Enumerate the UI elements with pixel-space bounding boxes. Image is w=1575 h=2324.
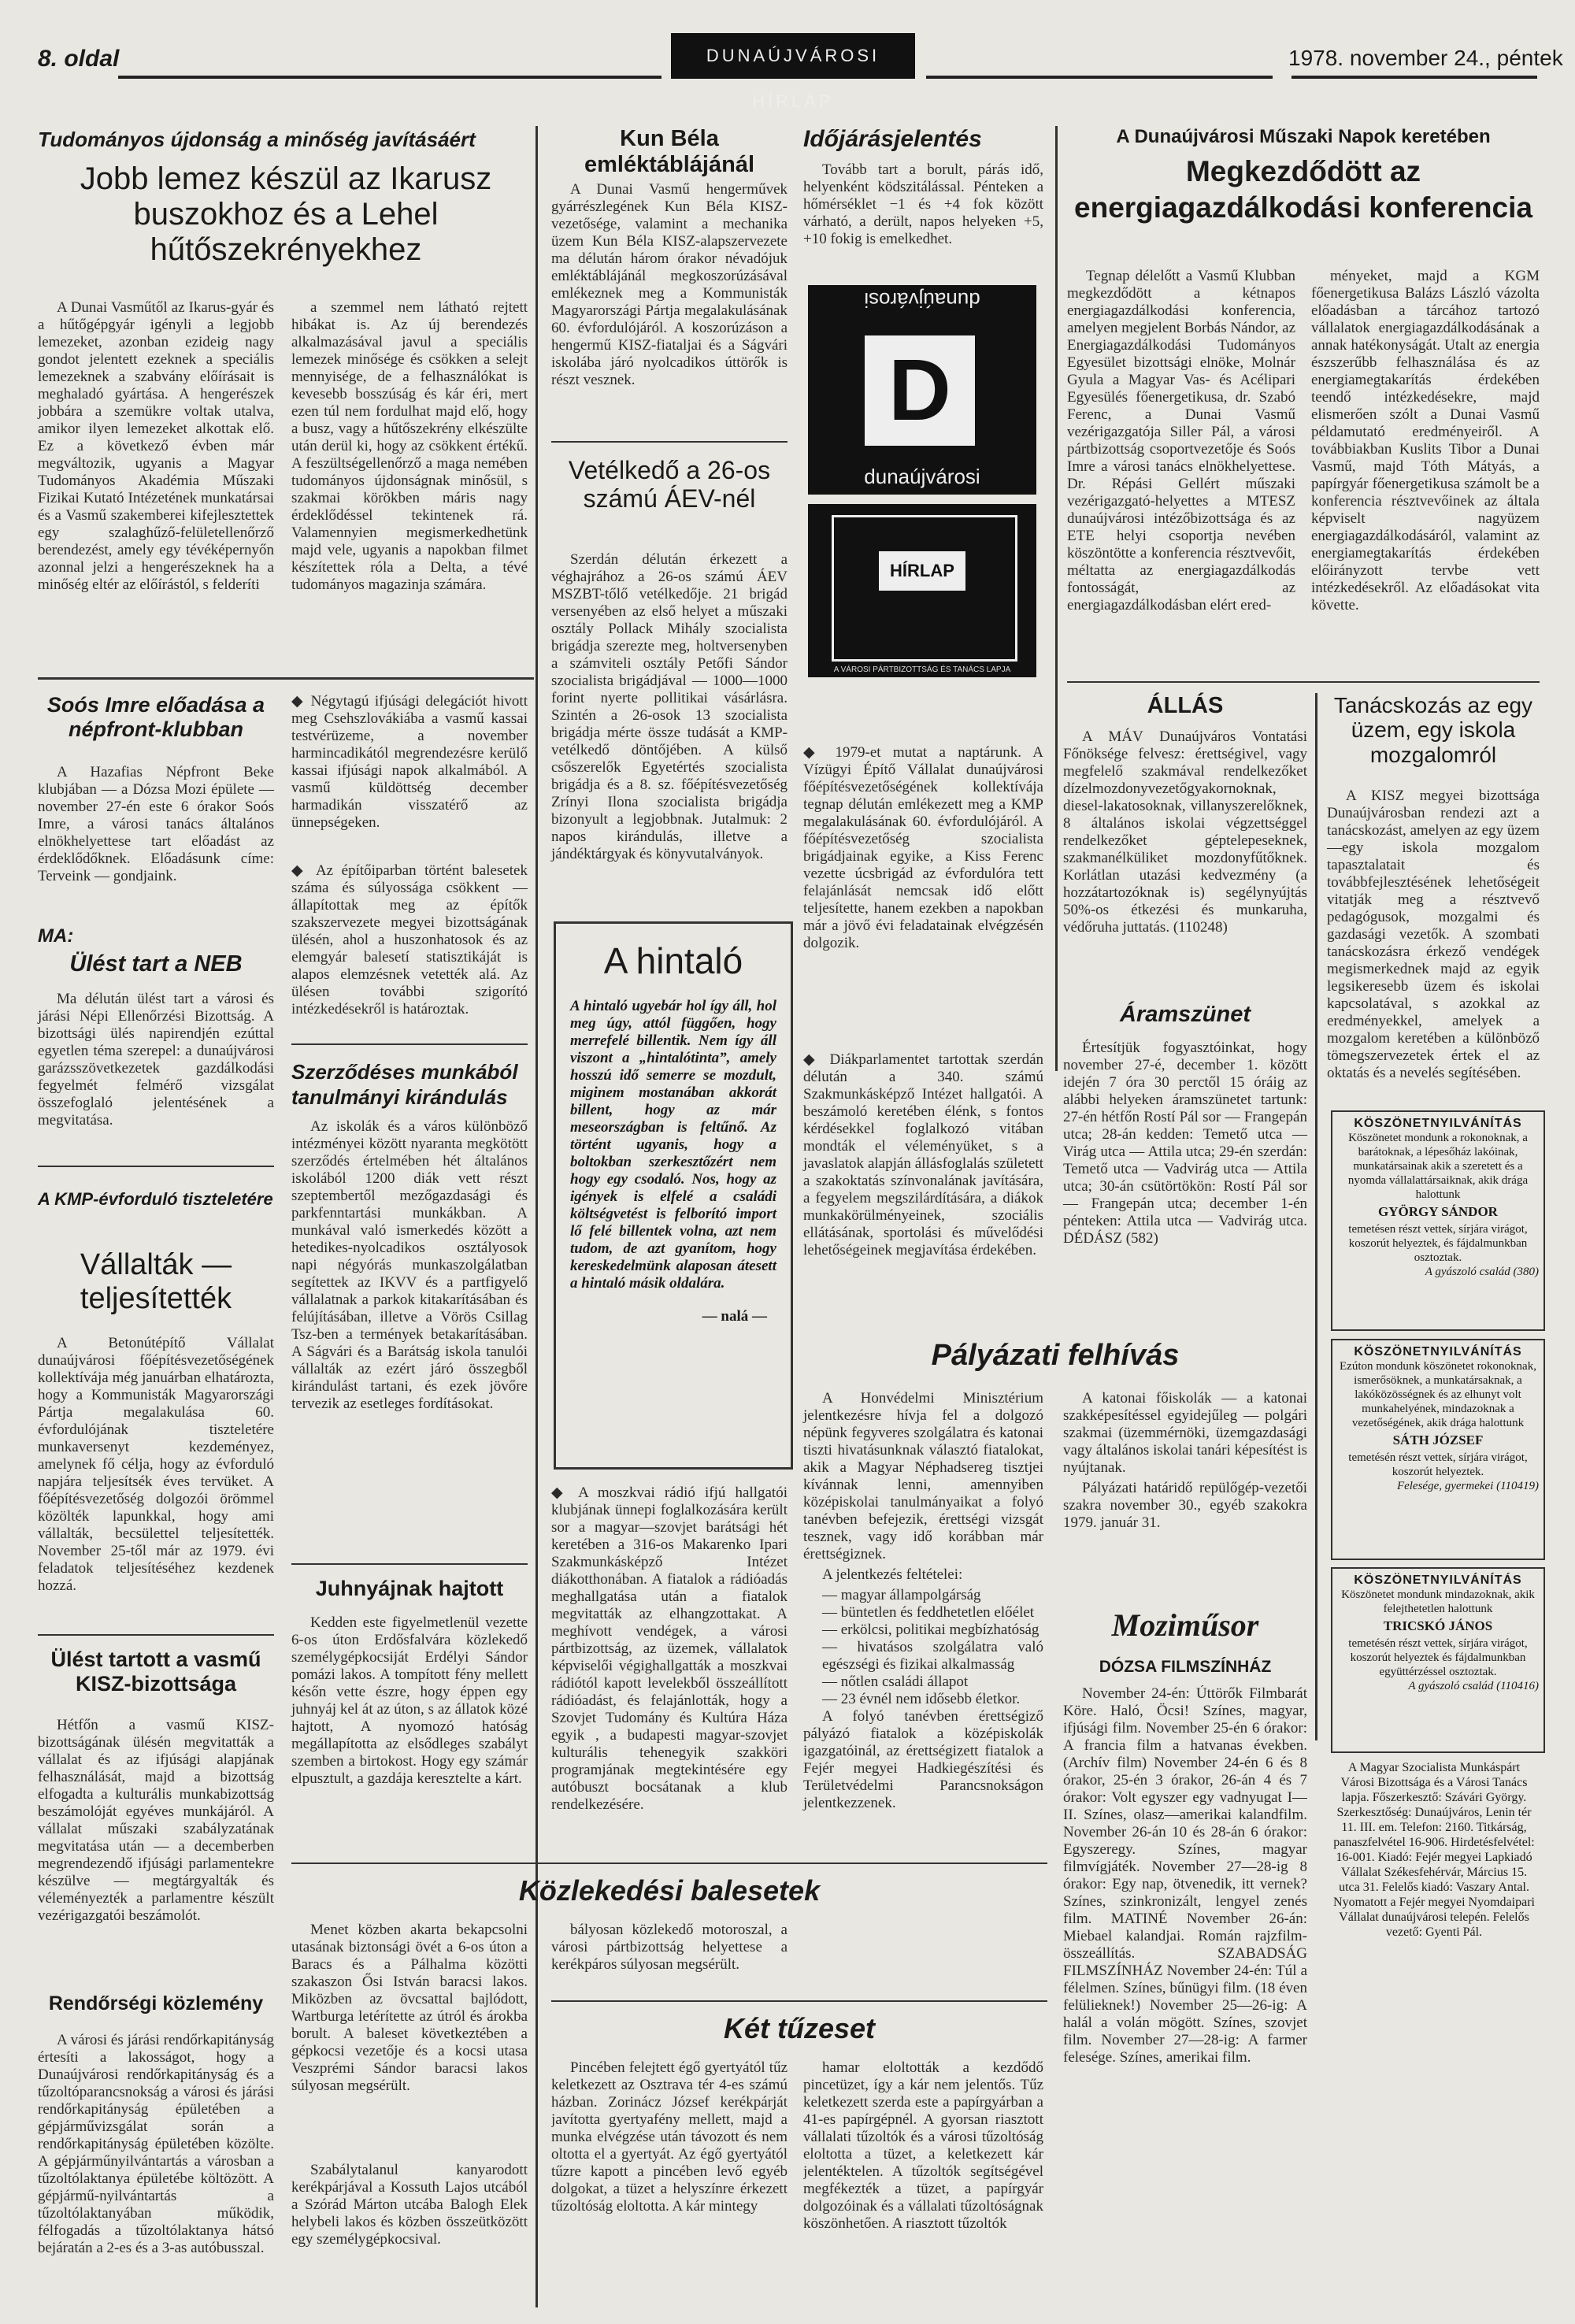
tanacs-body <box>1327 788 1540 1085</box>
section-rule <box>551 441 788 443</box>
article-text: Értesítjük fogyasztóinkat, hogy november 27-é, december 1. között idején 7 óra 30 perctől 15 óráig az alábbi helyeken áramszünetet tartunk: 27-én hétfőn Rostí Pál sor — Frangepán utca; 28-án kedden: Temető utca — Virág utca — Attila utca; 29-én szerdán: Temető utca — Vadvirág utca — Attila utca; 30-án csütörtökön: Rostí Pál sor — Frangepán utca; december 1-én pénteken: Attila utca — Vadvirág utca. DÉDÁSZ (582) <box>1063 1040 1307 1247</box>
header-rule-left <box>118 76 662 79</box>
ma-label: MA: <box>38 925 74 947</box>
article-text: Tovább tart a borult, párás idő, helyenként ködszitálással. Pénteken a hőmérséklet −1 és +4 fok között várható, a derült, napos helyeken +5, +10 fokig is emelkedhet. <box>803 161 1043 247</box>
hintalo-title: A hintaló <box>603 940 743 981</box>
list-item: — hivatásos szolgálatra való egészségi és fizikai alkalmasság <box>822 1639 1044 1673</box>
list-item: — nőtlen családi állapot <box>822 1674 969 1690</box>
notice-heading: KÖSZÖNETNYILVÁNÍTÁS <box>1354 1117 1522 1130</box>
kunbela-body <box>551 181 788 392</box>
section-rule <box>38 1166 274 1167</box>
article-text: A folyó tanévben érettségiző pályázó fiatalok a középiskolák igazgatóinál, az érettségizett fiatalok a Fejér megyei Hadkiegészítési és Területvédelmi Parancsnokságon jelentkezzenek. <box>803 1708 1043 1811</box>
negytagu-item <box>291 693 528 835</box>
neb-title: Ülést tart a NEB <box>69 951 243 977</box>
notice-2 <box>1331 1339 1545 1560</box>
kmp-title: Vállalták — teljesítették <box>80 1248 232 1315</box>
page-number: 8. oldal <box>38 46 120 72</box>
logo-hirlap-word: HÍRLAP <box>879 551 965 591</box>
bullet-icon: ◆ <box>551 1484 579 1501</box>
bullet-icon: ◆ <box>291 693 311 710</box>
notice-1 <box>1331 1110 1545 1331</box>
article-text: November 24-én: Úttörők Filmbarát Köre. Haló, Öcsi! Színes, magyar, ifjúsági film. November 25-én 6 órakor: A francia film a hatvanas években. (Archív film) November 24-én 6 és 8 órakor, 25-én 3 órakor, 26-án 4 és 7 órakor: Volt egyszer egy vadnyugat I—II. Színes, olasz—amerikai kalandfilm. November 26-án 10 és 28-án 6 órakor: Egyszeregy. Színes, magyar filmvígjáték. November 27—28-ig 8 órakor: Egy nap, ötvenedik, itt vernek? Színes, szinkronizált, lengyel zenés film. MATINÉ November 26-án: Miebael kalandjai. Román rajzfilm-összeállítás. SZABADSÁG FILMSZÍNHÁZ November 24-én: Túl a félelmen. Színes, bűnügyi film. (18 éven felülieknek!) November 25—26-ig: A halál a volán mögött. Színes, szovjet film. November 27—28-ig: A farmer felesége. Színes, amerikai film. <box>1063 1685 1307 2066</box>
conference-body-b <box>1311 268 1540 617</box>
article-headline: Jobb lemez készül az Ikarusz buszokhoz és a Lehel hűtőszekrényekhez <box>80 161 492 267</box>
article-text: Az iskolák és a város különböző intézményei között nyaranta megkötött szerződés értelmében hét általános iskolából 1200 diák vett részt szeptembertől mezőgazdasági és parkfenntartási munkákban. A munkával való ismerkedés között a hetedikes-nyolcadikos osztályosok napi négyórás munkaszolgálatban segítettek az IKVV és a partfigyelő vállalatnak a parkok kitakarításában és felújításában, illetve a Vörös Csillag Tsz-ben a termények betakarításában. A Ságvári és a Barátság iskola tanulói vállalták az ezért járó összegből kirándulást tartani, és ezek jövőre tervezik az esetleges fordításokat. <box>291 1118 528 1412</box>
juh-title: Juhnyájnak hajtott <box>315 1577 504 1600</box>
bullet-icon: ◆ <box>291 862 316 879</box>
list-item: — 23 évnél nem idősebb életkor. <box>822 1691 1021 1707</box>
notice-heading: KÖSZÖNETNYILVÁNÍTÁS <box>1354 1573 1522 1587</box>
list-item: — erkölcsi, politikai megbízhatóság <box>822 1622 1040 1638</box>
tuzeset-body-b <box>803 2059 1043 2304</box>
weather-title: Időjárásjelentés <box>803 126 982 152</box>
notice-name: GYÖRGY SÁNDOR <box>1378 1204 1498 1219</box>
article-text: Ma délután ülést tart a városi és járási Népi Ellenőrzési Bizottság. A bizottsági ülés napirendjén ezúttal egyetlen téma szerepel: a dunaújvárosi garázsszövetkezetek gazdálkodási fegyelmét felmérő vizsgálat összefoglaló jelentésének a megvitatása. <box>38 991 274 1129</box>
rendor-title: Rendőrségi közlemény <box>48 1992 264 2015</box>
mozi-title: Moziműsor <box>1111 1607 1259 1643</box>
notice-signature: A gyászoló család (380) <box>1425 1266 1539 1278</box>
moszkvai-item <box>551 1484 788 1817</box>
article-text: A katonai főiskolák — a katonai szakképesítéssel egyidejűleg — polgári szakmai (üzemmérnöki, üzemgazdasági vagy általános iskolai tanári képesítést is nyújtanak. <box>1063 1390 1307 1476</box>
article-text: Négytagú ifjúsági delegációt hivott meg Csehszlovákiába a vasmű kassai testvérüzeme, a november harmincadikától megrendezésre kerülő kassai ifjúsági napok alkalmából. A vasmű küldöttség december harmadikán visszatérő az ünnepségeken. <box>291 693 528 831</box>
article-text: Szabálytalanul kanyarodott kerékpárjával a Kossuth Lajos utcából a Szórád Márton utcába Balogh Elek helybeli lakos és közben összeütközött egy személygépkocsival. <box>291 2162 528 2248</box>
column-rule-4 <box>1315 693 1317 1740</box>
article-text: A jelentkezés feltételei: <box>822 1566 963 1583</box>
mozi-cinema: DÓZSA FILMSZÍNHÁZ <box>1099 1658 1272 1676</box>
article-text: hamar eloltották a kezdődő pincetüzet, így a kár nem jelentős. Tűz keletkezett szerda este a papírgyárban a 41-es papírgépnél. A gyorsan riasztott vállalati tűzoltók és a városi tűzoltóság eloltotta a tüzet, a keletkezett kár jelentéktelen. A tűzoltók segítségével megfékezték a tüzet, a papírgyár dolgozóinak és a vállalati tűzoltóságnak köszönhetően. A riasztott tűzoltók <box>803 2059 1043 2232</box>
rendor-body <box>38 2032 274 2304</box>
kmp-kicker: A KMP-évforduló tiszteletére <box>38 1189 273 1209</box>
epitoipar-item <box>291 862 528 1021</box>
notice-text: temetésen részt vettek, sírjára virágot, koszorút helyeztek, és fájdalmunkban osztoztak. <box>1348 1223 1528 1264</box>
notice-text: temetésén részt vettek, sírjára virágot, koszorút helyeztek és fájdalmunkban együttérzéssel osztoztak. <box>1348 1637 1528 1678</box>
juh-body <box>291 1614 528 1791</box>
article-body-col-b <box>291 299 528 597</box>
article-kicker: Tudományos újdonság a minőség javításáért <box>38 128 476 151</box>
article-text: Diákparlamentet tartottak szerdán délután a 340. számú Szakmunkásképző Intézet hallgatói. A beszámoló keretében élénk, s fontos kérdésekkel foglalkozó vitában mondták el véleményüket, s a javaslatok alapján állásfoglalás született a szakoktatás színvonalának javítására, a fegyelem megszilárdítására, a diákok munkakörülményeinek, szociális ellátásának, sportolási és művelődési lehetőségeinek megjavítása érdekében. <box>803 1051 1043 1258</box>
vetelkedo-title: Vetélkedő a 26-os számú ÁEV-nél <box>568 456 771 513</box>
kozl-body-mid <box>551 1922 788 1977</box>
allas-body <box>1063 728 1307 940</box>
bullet-icon: ◆ <box>803 744 836 761</box>
kozl-body-b <box>291 2162 528 2252</box>
allas-title: ÁLLÁS <box>1147 693 1224 718</box>
impressum: A Magyar Szocialista Munkáspárt Városi Bizottsága és a Városi Tanács lapja. Főszerkesztő: Szávári György. Szerkesztőség: Dunaújváros, Lenin tér 11. III. em. Telefon: 2160. Titkárság, panaszfelvétel 16-906. Hirdetésfelvétel: 16-001. Kiadó: Fejér megyei Lapkiadó Vállalat Székesfehérvár, Március 15. utca 31. Felelős kiadó: Vaszary Antal. Nyomatott a Fejér megyei Nyomdaipari Vállalat dunaújvárosi telepén. Felelős vezető: Gyenti Pál. <box>1333 1761 1535 1939</box>
article-text: A Honvédelmi Minisztérium jelentkezésre hívja fel a dolgozó népünk fegyveres szolgálatra és katonai tiszti hivatásunknak választó fiatalokat, akik a Magyar Néphadsereg tisztjei kívánnak lenni, amennyiben középiskolai tanulmányaikat a folyó tanévben befejezik, érettségi vizsgát tesznek, vagy idő korábban már érettségiznek. <box>803 1390 1043 1562</box>
szerz-title: Szerződéses munkából tanulmányi kirándulás <box>291 1060 518 1109</box>
section-rule <box>38 1634 274 1636</box>
newspaper-logo-d <box>808 285 1036 495</box>
article-text: A Dunai Vasműtől az Ikarus-gyár és a hűtőgépgyár igényli a legjobb lemezeket, azonban ezideig nagy gondot jelentett ezeknek a speciális lemezeknek a szabvány előírásait is meghaladó gyártása. A hengerészek jobbára a szemükre voltak utalva, amikor ilyen lemezeket alkottak elő. Ez a következő évben már megváltozik, ugyanis a Magyar Tudományos Akadémia Műszaki Fizikai Kutató Intézetének munkatársai és a Vasmű szakemberei kifejlesztettek egy szalaghűző-felületellenőrző berendezést, amely egy tévéképernyőn azonnal jelzi a hengerészeknek ha a minőség eltér az előírástól, s felderíti <box>38 299 274 593</box>
neb-body <box>38 991 274 1132</box>
notice-signature: A gyászoló család (110416) <box>1408 1680 1539 1692</box>
kozl-body-a <box>291 1922 528 2098</box>
article-text: Kedden este figyelmetlenül vezette 6-os úton Erdősfalvára közlekedő személygépkocsiját Erdélyi Sándor pomázi lakos. A tompított fény mellett későn vette észre, hogy éppen egy juhnyáj kel át az úton, s az állatok közé hajtott, A nyomozó hatóság megállapította az elsődleges szabályt szemben a birtokost. Hogy egy számár elpusztult, a gazdája keresztelte a kárt. <box>291 1614 528 1787</box>
vetelkedo-body <box>551 551 788 866</box>
section-rule <box>291 1863 1047 1864</box>
logo-letter: D <box>865 335 975 446</box>
article-text: Szerdán délután érkezett a véghajrához a 26-os számú ÁEV MSZBT-tőlő vetélkedője. 21 brigád versenyében az első helyet a műszaki osztály Pollack Mihály szocialista brigádja szerezte meg, holtversenyben a számviteli osztály Petőfi Sándor szocialista brigádjával — 1000—1000 forint nyerte pollitikai vásárlásra. Szintén a 26-osok 13 szocialista brigádja mérte össze tudását a KMP-vetélkedő döntőjében. A külső csőszerelők Egyetértés szocialista brigádja és a 8. sz. főépítésvezetőség Zrínyi Ilona szocialista brigádja bizonyult a legjobbnak. Jutalmuk: 2 napos kirándulás, illetve a jándéktárgyak és könyvutalványok. <box>551 551 788 862</box>
section-rule <box>1067 681 1540 683</box>
hintalo-box <box>554 921 793 1470</box>
article-text: Menet közben akarta bekapcsolni utasának biztonsági övét a 6-os úton a Baracs és a Pálhalma közötti szakaszon Ősi István baracsi lakos. Miközben az övcsattal bajlódott, Wartburga letérítette az útról és árokba borult. A baleset következtében a gépkocsi vezetője és a kocsi utasa Veszprémi Sándor baracsi lakos súlyosan megsérült. <box>291 1922 528 2094</box>
soos-title: Soós Imre előadása a népfront-klubban <box>46 693 265 741</box>
article-text: a szemmel nem látható rejtett hibákat is. Az új berendezés alkalmazásával javul a speciális lemezek minősége és csökken a selejt mennyisége, de a felhasználókat is kevesebb bosszúság és kár éri, mert ezen túl nem fordulhat majd elő, hogy a busz, vagy a hűtőszekrény elkészülte után derül ki, hogy az csökkent értékű. A feszültségellenőrző a maga nemében tudományos újdonságnak minősül, s szakmai körökben máris nagy érdeklődéssel tekintenek rá. Valamennyien megismerkedhetünk majd vele, ugyanis a napokban filmet készítettek róla a Delta, a tévé tudományos magazinja számára. <box>291 299 528 593</box>
napta-item <box>803 744 1043 955</box>
article-text: A városi és járási rendőrkapitányság értesíti a lakosságot, hogy a Dunaújvárosi rendőrkapitányság és a tűzoltóparancsnokság a városi és járási rendőrkapitányság épületében a gépjárművizsgálat során a rendőrkapitányság épületében közölte. A gépjárműnyilvántartás a városban a tűzoltólaktanya épületébe költözött. A gépjármű-nyilvántartás a tűzoltólaktanyában működik, félfogadás a tűzoltólaktanya hátsó bejáratán a 2-es és a 3-as autóbusszal. <box>38 2032 274 2256</box>
logo-wordmark-top: dunaújvárosi <box>864 288 980 312</box>
article-text: A Hazafias Népfront Beke klubjában — a Dózsa Mozi épülete — november 27-én este 6 órakor Soós Imre, a városi tanács általános elnökhelyettese tart előadást az érdeklődőknek. Előadásunk címe: Terveink — gondjaink. <box>38 764 274 884</box>
issue-date: 1978. november 24., péntek <box>1288 46 1563 70</box>
hintalo-signature: — nalá — <box>702 1308 767 1325</box>
weather-body <box>803 161 1043 251</box>
kisz-title: Ülést tartott a vasmű KISZ-bizottsága <box>50 1648 261 1696</box>
tuzeset-title: Két tűzeset <box>723 2012 876 2044</box>
mozi-body <box>1063 1685 1307 2307</box>
tanacs-title: Tanácskozás az egy üzem, egy iskola mozgalomról <box>1333 693 1533 767</box>
diak-item <box>803 1051 1043 1262</box>
masthead: DUNAÚJVÁROSI HÍRLAP <box>671 33 915 79</box>
hintalo-body: A hintaló ugyebár hol így áll, hol meg úgy, attól függően, hogy merrefelé billentik. Nem így áll viszont a „hintalótinta”, amely hosszú idő semerre se mozdult, miginem mostanában akkorát billent, hogy az már meseországban is feltűnő. Az történt ugyanis, hogy a boltokban szerkesztőzért nem hogy egy csodaló. Nos, hogy az igények is elfelé a családi költségvetést is felborító import lő felé billentek volna, azt nem tudom, de azt gyanítom, hogy kereskedelmünk alaposan átesett a hintaló másik oldalára. <box>570 998 776 1292</box>
article-body-col-a <box>38 299 274 597</box>
logo-wordmark-bottom: dunaújvárosi <box>864 465 980 488</box>
section-rule <box>38 677 534 680</box>
article-text: Tegnap délelőtt a Vasmű Klubban megkezdődött a kétnapos energiagazdálkodási konferencia, amelyen megjelent Borbás Nándor, az Energiagazdálkodási Tudományos Egyesület bizottsági elnöke, Molnár Gyula a Magyar Vas- és Acélipari Egyesülés főenergetikusa, dr. Szabó Ferenc, a Dunai Vasmű vezérigazgatója Siller Pál, a városi pártbizottság csoportvezetője és Soós Imre a városi tanács elnökhelyettese. Dr. Répási Gellért műszaki vezérigazgató-helyettes a MTESZ dunaújvárosi intézőbizottsága és az ETE helyi csoportja nevében köszöntötte a konferencia résztvevőit, méltatta az energiagazdálkodás fontosságát, az energiagazdálkodásban elért ered- <box>1067 268 1295 613</box>
conditions-list <box>803 1587 1043 1708</box>
notice-signature: Felesége, gyermekei (110419) <box>1396 1480 1539 1492</box>
conference-body-a <box>1067 268 1295 617</box>
newspaper-logo-hirlap <box>808 504 1036 677</box>
article-text: bályosan közlekedő motoroszal, a városi pártbizottság helyettese a kerékpáros súlyosan megsérült. <box>551 1922 788 1973</box>
article-text: A moszkvai rádió ifjú hallgatói klubjának ünnepi foglalkozására került sor a magyar—szovjet barátsági hét keretében a 316-os Makarenko Ipari Szakmunkásképző Intézet diákotthonában. A fiatalok a rádióadás meghallgatása után a fiatalok megvitatták az elhangzottakat. A meghívott vendégek, a városi pártbizottság, az üzemek, vállalatok képviselői végighallgatták a moszkvai rádiótól kapott levelekből összeállított rádióadást, és felajánlották, hogy a Szovjet Tudomány és Kultúra Háza egyik , a budapesti magyar-szovjet kulturális tehenegyik szakköri programjának megtekintésére egy autóbuszt bocsátanak a klub rendelkezésére. <box>551 1484 788 1813</box>
aram-body <box>1063 1040 1307 1251</box>
notice-text: temetésén részt vettek, sírjára virágot, koszorút helyeztek. <box>1348 1451 1528 1478</box>
article-text: A MÁV Dunaújváros Vontatási Főnöksége felvesz: érettségivel, vagy megfelelő szakmával rendelkezőket dízelmozdonyvezetőgyakornoknak, diesel-lakatosoknak, villanyszerelőknek, 8 általános iskolai végzettséggel rendelkezőket géptelepeseknek, szakmanélküliket mozdonyfűtőknek. Korlátlan utazási kedvezmény (a hozzátartozóknak is) segélynyújtás 50%-os étkezési és munkaruha, védőruha juttatás. (110248) <box>1063 728 1307 936</box>
article-text: Az építőiparban történt balesetek száma és súlyossága csökkent — állapítottak meg az építők szakszervezete megyei bizottságának ülésén, ahol a huszonhatosok és az elemgyár balesetí statisztikáját is alapos elemzésnek vetették alá. Az ülésen további szigorító intézkedésekről is határoztak. <box>291 862 528 1017</box>
article-text: ményeket, majd a KGM főenergetikusa Balázs László vázolta előadásban a tárcához tartozó vállalatok energiagazdálkodásának a annak hatékonyságát. Utalt az energia észszerűbb felhasználása és az energiamegtakarítás érdekében teendő intézkedésekre, majd elismerően szólt a Dunai Vasmű példamutató eredményeiről. A továbbiakban Kuslits Tibor a Dunai Vasmű, majd Tóth Mátyás, a papírgyár főenergetikusa számolt be a konferencia résztvevőinek az általa képviselt nagyüzem energiagazdálkodásáról, valamint az energiamegtakarítás érdekében előirányzott tervbe vett intézkedésekről. Az előadásokat vita követte. <box>1311 268 1540 613</box>
article-text: Pályázati határidő repülőgép-vezetői szakra november 30., egyéb szakokra 1979. január 31. <box>1063 1480 1307 1531</box>
tuzeset-body-a <box>551 2059 788 2304</box>
article-text: Hétfőn a vasmű KISZ-bizottságának ülésén megvitatták a vállalat és az ifjúsági alapjának felhasználását, majd a bizottság elfogadta a kulturális munkabizottság beszámolóját egyéves munkájáról. A vállalat műszaki szabályzatának megvitatása után — a decemberben megrendezendő ifjúsági parlamentekre készülve — megtárgyalták és véleményezték a parlamentre készült vezérigazgatói beszámolót. <box>38 1717 274 1924</box>
notice-name: SÁTH JÓZSEF <box>1392 1433 1484 1447</box>
column-rule-1 <box>536 126 538 2307</box>
article-text: A Dunai Vasmű hengerművek gyárrészlegének Kun Béla KISZ-vezetősége, valamint a mechanika üzem Kun Béla KISZ-alapszervezete ma délután három órakor névadójuk emléktáblájánál megkoszorúzásával emlékeznek meg a Kommunisták Magyarországi Pártja megalakulásának 60. évfordulójáról. A koszorúzáson a hengermű KISZ-fiataljai és a Ságvári iskolába járó nyolcadikos úttörők is részt vesznek. <box>551 181 788 388</box>
section-rule <box>291 1043 528 1045</box>
list-item: — magyar állampolgárság <box>822 1587 981 1603</box>
notice-text: Köszönetet mondunk mindazoknak, akik felejthetetlen halottunk <box>1341 1588 1535 1615</box>
palyazat-body-a <box>803 1390 1043 1815</box>
article-text: Pincében felejtett égő gyertyától tűz keletkezett az Osztrava tér 4-es számú házban. Zorinácz József kerékpárját javította gyertyafény mellett, majd a munka elvégzése után távozott és nem oltotta el a gyertyát. Az égő gyertyától tűzre kapott a pincében levő egyéb dolgokat, a tüzet a helyszínre érkezett tűzoltóság eloltotta. A kár mintegy <box>551 2059 788 2215</box>
article-text: A Betonútépítő Vállalat dunaújvárosi főépítésvezetőségének kollektívája még januárban elhatározta, hogy a Kommunisták Magyarországi Pártja megalakulása 60. évfordulójának tiszteletére munkaversenyt kezdeményez, amelynek fő célja, hogy az évforduló napjára teljesítsék éves tervüket. A főépítésvezetőség dolgozói örömmel közölték lapunkkal, hogy ami vállalták, becsülettel teljesítették. November 25-től már az 1979. évi feladatok teljesítéséhez kezdenek hozzá. <box>38 1335 274 1594</box>
header-rule-date <box>1292 76 1537 79</box>
logo-caption: A VÁROSI PÁRTBIZOTTSÁG ÉS TANÁCS LAPJA <box>833 665 1011 674</box>
notice-3 <box>1331 1567 1545 1753</box>
notice-text: Köszönetet mondunk a rokonoknak, a barátoknak, a lépesőház lakóinak, munkatársainak akik a szeretett és a nyomda vállalattársaiknak, akik drága halottunk <box>1347 1132 1529 1201</box>
conference-kicker: A Dunaújvárosi Műszaki Napok keretében <box>1116 126 1491 147</box>
section-rule <box>291 1563 528 1565</box>
aram-title: Áramszünet <box>1120 1002 1251 1027</box>
kozl-title: Közlekedési balesetek <box>518 1874 821 1907</box>
palyazat-title: Pályázati felhívás <box>931 1339 1180 1372</box>
kisz-body <box>38 1717 274 1928</box>
notice-name: TRICSKÓ JÁNOS <box>1383 1618 1493 1633</box>
column-rule-3 <box>1055 126 1058 1071</box>
article-text: A KISZ megyei bizottsága Dunaújvárosban rendezi azt a tanácskozást, amelyen az egy üzem—egy iskola mozgalom tapasztalatait és továbbfejlesztésének lehetőségeit vitatják meg a résztvevő pedagógusok, mozgalmi és gazdasági vezetők. A szombati tanácskozásra érkező vendégek megismerkednek majd az egyik legsikeresebb üzem és iskolai kapcsolatával, s azokkal az eredményekkel, amelyek a mozgalom keretében a különböző tömegszervezetek értek el az oktatás és a nevelés segítésében. <box>1327 788 1540 1081</box>
notice-heading: KÖSZÖNETNYILVÁNÍTÁS <box>1354 1345 1522 1358</box>
kunbela-title: Kun Béla emléktáblájánál <box>584 126 754 177</box>
soos-body <box>38 764 274 888</box>
list-item: — büntetlen és feddhetetlen előélet <box>822 1604 1035 1621</box>
notice-text: Ezúton mondunk köszönetet rokonoknak, ismerősöknek, a munkatársaknak, a lakóközösségnek és az elhunyt volt munkahelyének, mindazoknak a vezetőségének, akik drága halottunk <box>1340 1360 1536 1429</box>
palyazat-body-b <box>1063 1390 1307 1535</box>
kmp-body <box>38 1335 274 1598</box>
section-rule <box>551 2000 1047 2002</box>
conference-title: Megkezdődött az energiagazdálkodási konferencia <box>1074 155 1532 224</box>
header-rule-right <box>926 76 1273 79</box>
article-text: 1979-et mutat a naptárunk. A Vízügyi Építő Vállalat dunaújvárosi főépítésvezetőségének kollektívája tegnap délután emlékezett meg a KMP megalakulásának 60. évfordulójáról. A főépítésvezetőség szocialista brigádjainak egyike, a Kiss Ferenc vezette úcsbrigád az évfordulóra tett felajánlását nemcsak idő előtt teljesítette, hanem ezekben a napokban már a jövő évi feladatainak elvégzésén dolgozik. <box>803 744 1043 951</box>
szerz-body <box>291 1118 528 1416</box>
bullet-icon: ◆ <box>803 1051 830 1068</box>
